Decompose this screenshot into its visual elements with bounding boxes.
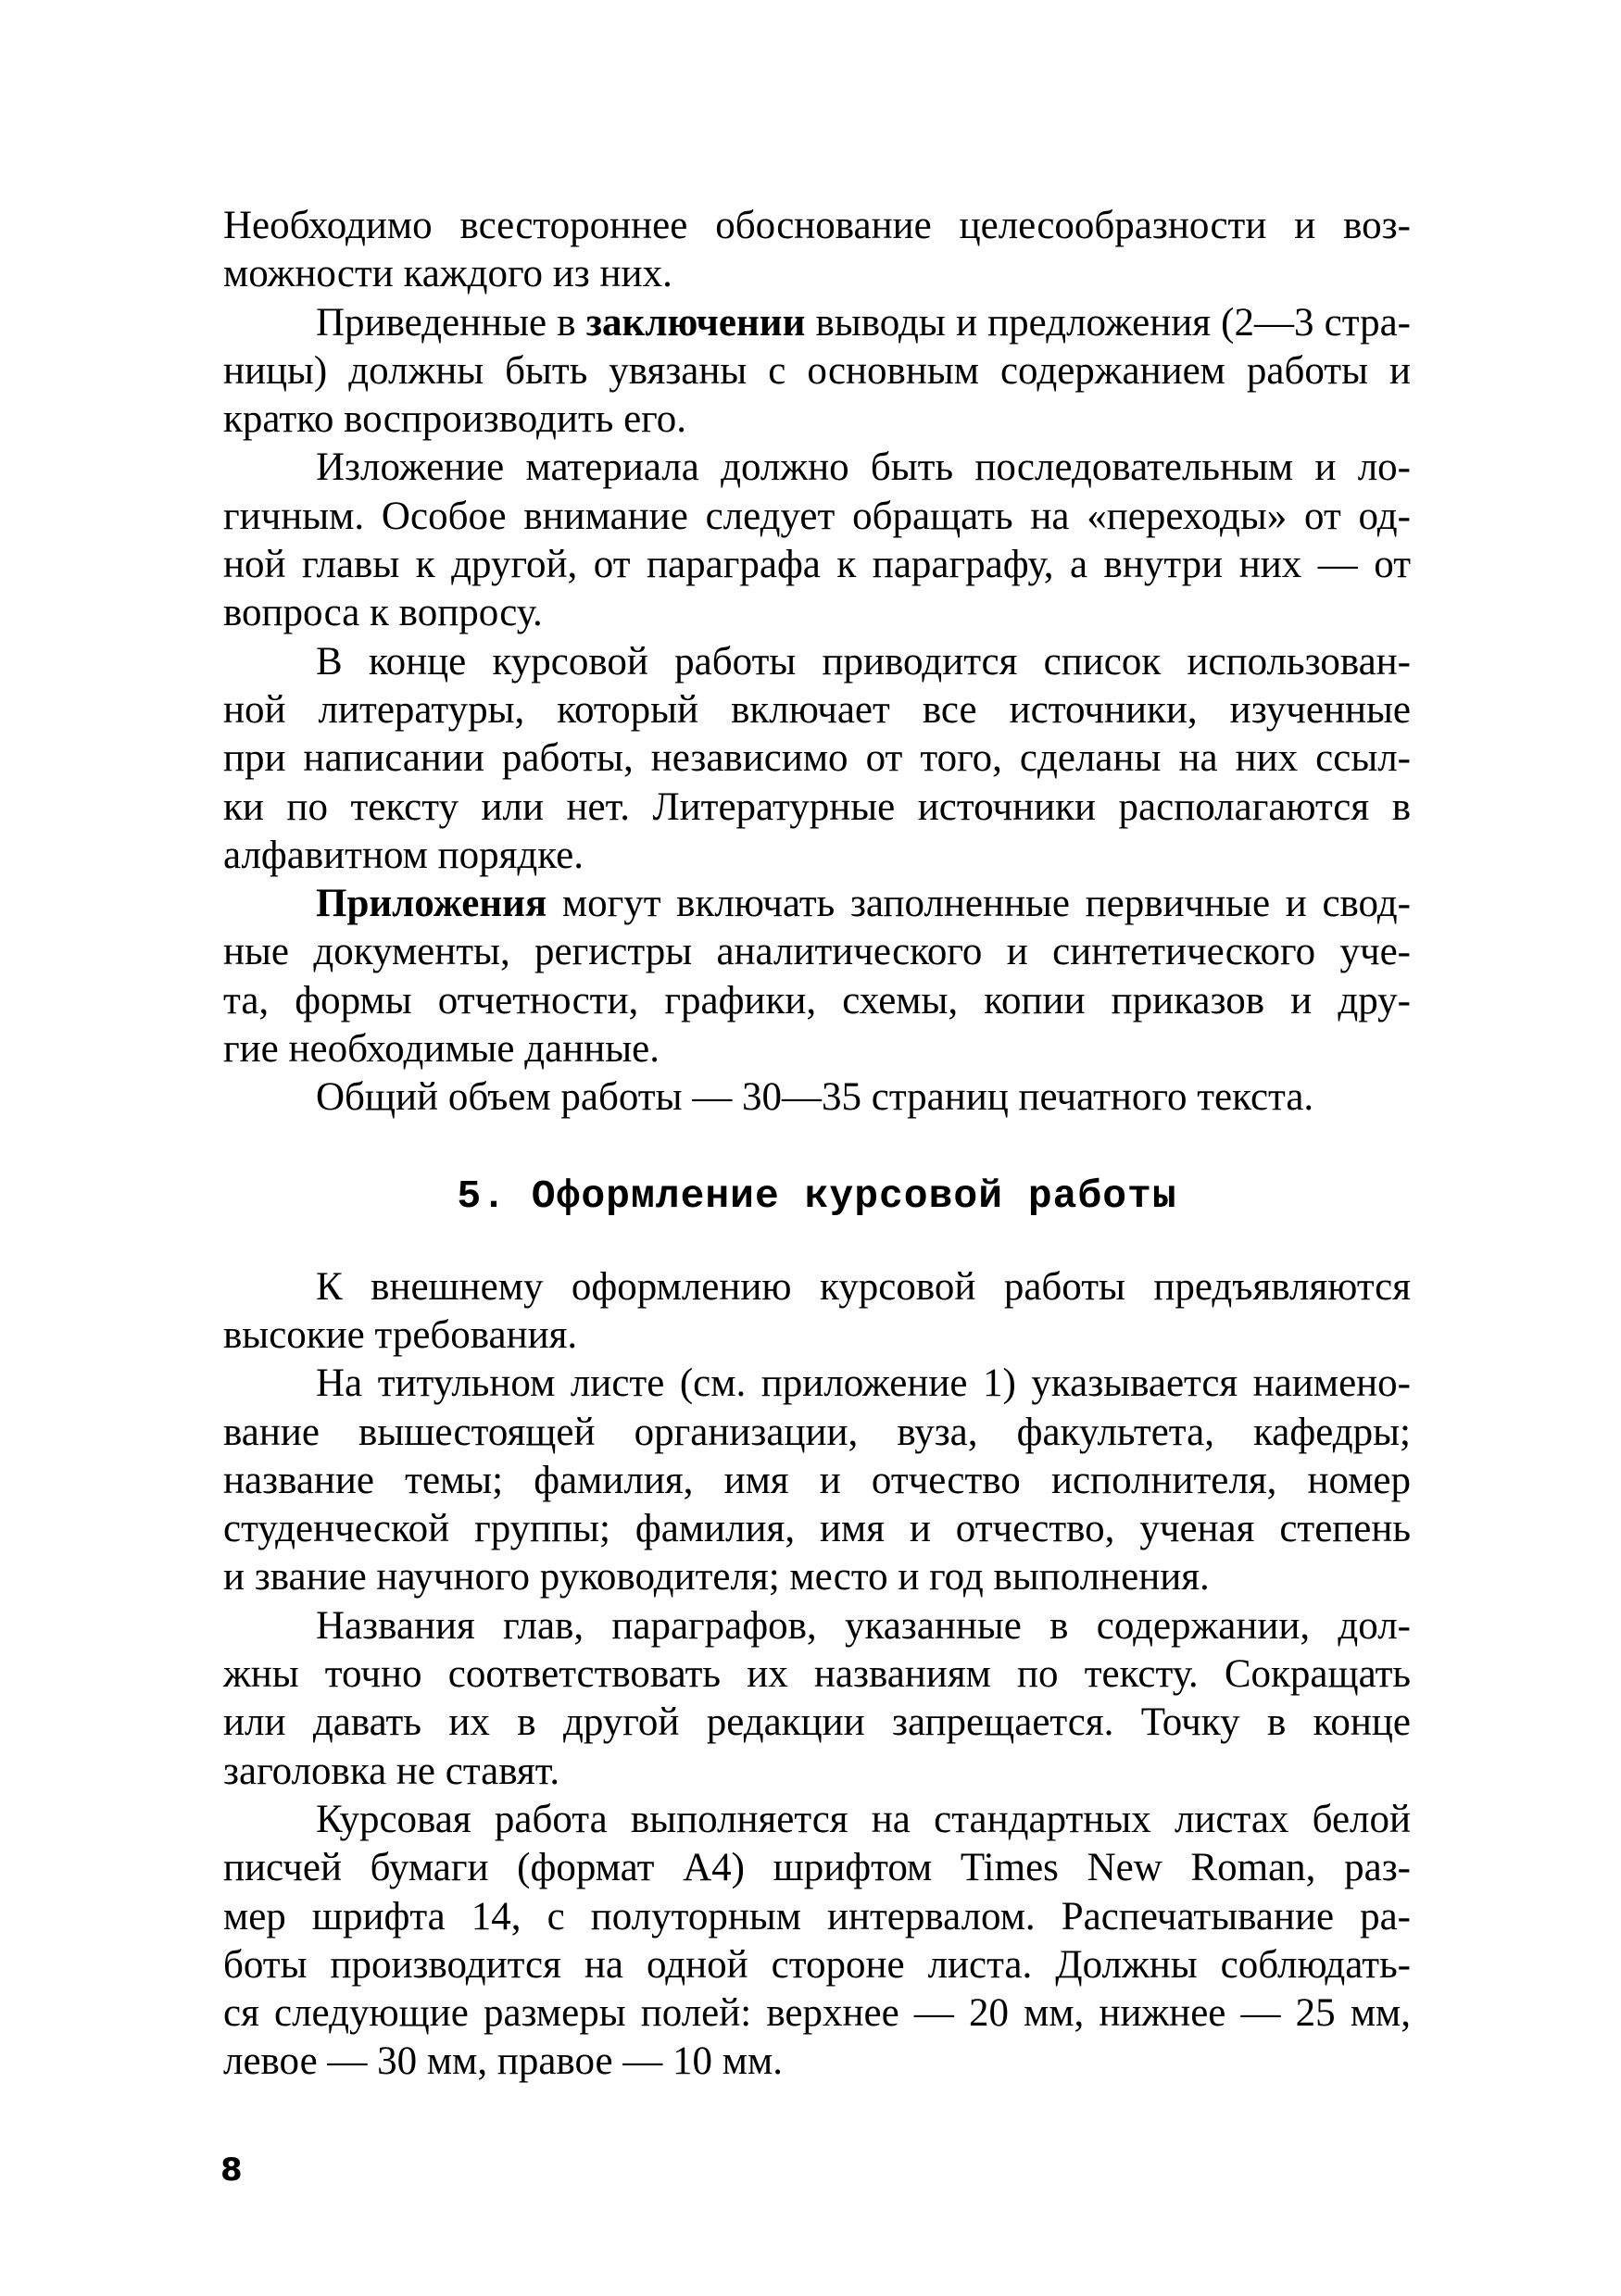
page-number: 8	[220, 2152, 243, 2189]
text-line: Изложение материала должно быть последовательным и ло-	[316, 445, 1411, 490]
paragraph	[223, 1073, 1411, 1122]
text-line: В конце курсовой работы приводится список использован-	[316, 639, 1411, 684]
section-heading: 5. Оформление курсовой работы	[457, 1173, 1177, 1219]
text-line: гичным. Особое внимание следует обращать на «переходы» от од-	[223, 494, 1411, 538]
text-line: название темы; фамилия, имя и отчество исполнителя, номер	[223, 1458, 1411, 1502]
text-line: Курсовая работа выполняется на стандартных листах белой	[316, 1797, 1411, 1841]
text-line: Названия глав, параграфов, указанные в содержании, дол-	[316, 1603, 1411, 1648]
text-line: ки по тексту или нет. Литературные источники располагаются в	[223, 784, 1411, 829]
text-line: при написании работы, независимо от того, сделаны на них ссыл-	[223, 736, 1411, 781]
text-line: гие необходимые данные.	[223, 1027, 660, 1072]
text-line: или давать их в другой редакции запрещается. Точку в конце	[223, 1700, 1411, 1745]
text-line: кратко воспроизводить его.	[223, 397, 687, 442]
paragraph	[223, 1796, 1411, 2087]
text-line: та, формы отчетности, графики, схемы, копии приказов и дру-	[223, 978, 1411, 1023]
body-text-top	[223, 202, 1411, 1123]
text-line: можности каждого из них.	[223, 252, 672, 296]
text-line: ницы) должны быть увязаны с основным содержанием работы и	[223, 348, 1411, 393]
text-line: алфавитном порядке.	[223, 833, 584, 877]
text-line: мер шрифта 14, с полуторным интервалом. Распечатывание ра-	[223, 1894, 1411, 1938]
text-line: боты производится на одной стороне листа. Должны соблюдать-	[223, 1942, 1411, 1987]
paragraph	[223, 1263, 1411, 1361]
text-line: жны точно соответствовать их названиям по тексту. Сокращать	[223, 1652, 1411, 1697]
text-column	[223, 202, 1411, 2087]
text-line: На титульном листе (см. приложение 1) указывается наимено-	[316, 1361, 1411, 1406]
text-line: ся следующие размеры полей: верхнее — 20 мм, нижнее — 25 мм,	[223, 1991, 1411, 2036]
text-line: левое — 30 мм, правое — 10 мм.	[223, 2039, 783, 2084]
text-segment: выводы и предложения (2—3 стра-	[805, 300, 1411, 345]
text-line: ной главы к другой, от параграфа к параграфу, а внутри них — от	[223, 543, 1411, 587]
bold-term: Приложения	[316, 882, 547, 926]
text-line: студенческой группы; фамилия, имя и отчество, ученая степень	[223, 1507, 1411, 1551]
bold-term: заключении	[585, 300, 806, 345]
text-line: Необходимо всестороннее обоснование целесообразности и воз-	[223, 204, 1411, 247]
text-line: ной литературы, который включает все источники, изученные	[223, 687, 1411, 732]
body-text-bottom	[223, 1263, 1411, 2087]
text-line: писчей бумаги (формат А4) шрифтом Times New Roman, раз-	[223, 1846, 1411, 1890]
text-line: К внешнему оформлению курсовой работы предъявляются	[316, 1264, 1411, 1309]
text-segment: Приведенные в	[316, 300, 586, 345]
text-line: вание вышестоящей организации, вуза, факультета, кафедры;	[223, 1410, 1411, 1454]
text-line	[223, 880, 1411, 928]
text-line: и звание научного руководителя; место и год выполнения.	[223, 1555, 1210, 1600]
paragraph	[223, 880, 1411, 1073]
text-line	[223, 299, 1411, 347]
text-line: Общий объем работы — 30—35 страниц печатного текста.	[316, 1075, 1314, 1120]
paragraph	[223, 299, 1411, 445]
text-line: заголовка не ставят.	[223, 1749, 560, 1793]
paragraph	[223, 1360, 1411, 1601]
text-line: высокие требования.	[223, 1312, 578, 1357]
paragraph	[223, 444, 1411, 637]
text-segment: могут включать заполненные первичные и свод-	[547, 882, 1411, 926]
paragraph	[223, 638, 1411, 880]
text-line: ные документы, регистры аналитического и синтетического уче-	[223, 930, 1411, 974]
paragraph	[223, 202, 1411, 299]
paragraph	[223, 1602, 1411, 1796]
text-line: вопроса к вопросу.	[223, 591, 543, 635]
